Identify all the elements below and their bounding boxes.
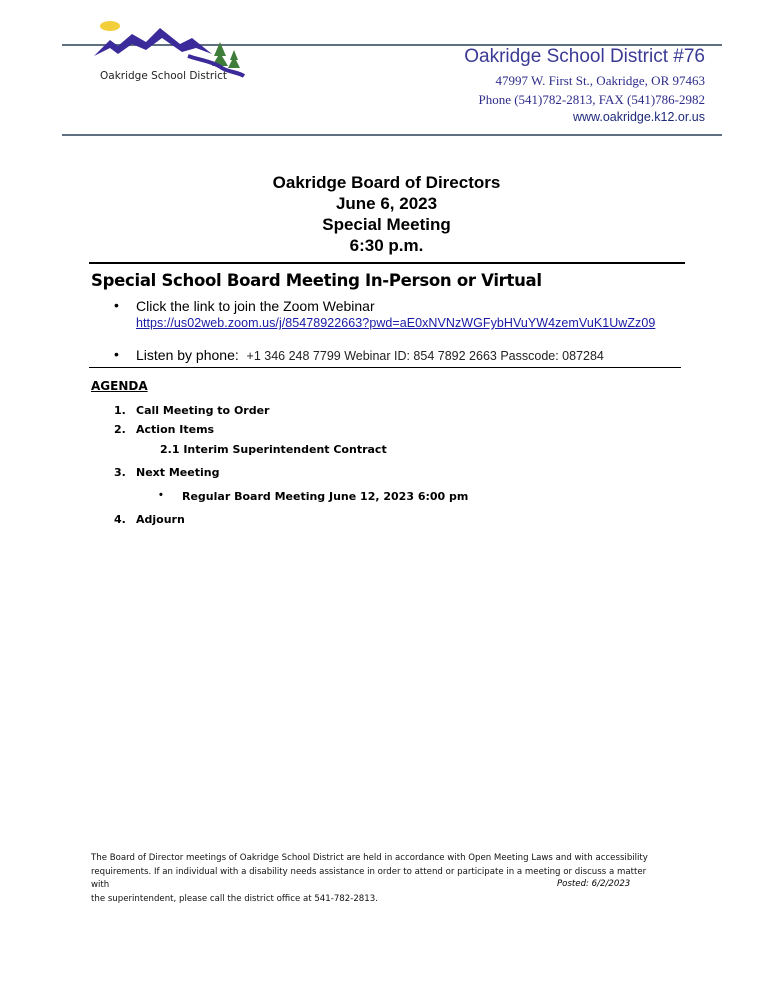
- agenda-item-adjourn: Adjourn: [136, 513, 185, 526]
- agenda-subitem-superintendent-contract: 2.1 Interim Superintendent Contract: [160, 443, 387, 456]
- header-bottom-rule: [62, 134, 722, 136]
- phone-listen-details: +1 346 248 7799 Webinar ID: 854 7892 2663 Passcode: 087284: [246, 349, 604, 363]
- logo-mountain-icon: [94, 28, 212, 56]
- zoom-join-text: Click the link to join the Zoom Webinar: [136, 298, 375, 314]
- agenda-item-number: 3.: [114, 466, 126, 479]
- bullet-icon: •: [114, 297, 119, 313]
- agenda-title: AGENDA: [91, 379, 148, 393]
- footer-line-2: requirements. If an individual with a disability needs assistance in order to attend or participate in a meeting or discuss a matter with: [91, 866, 647, 890]
- zoom-webinar-link[interactable]: https://us02web.zoom.us/j/85478922663?pwd=aE0xNVNzWGFybHVuYW4zemVuK1UwZz09: [136, 316, 656, 330]
- district-address: 47997 W. First St., Oakridge, OR 97463: [495, 73, 705, 88]
- logo-tree-small-icon: [228, 50, 240, 68]
- agenda-item-number: 4.: [114, 513, 126, 526]
- meeting-divider: [89, 367, 681, 368]
- phone-listen-label: Listen by phone:: [136, 347, 239, 363]
- agenda-subitem-regular-meeting: Regular Board Meeting June 12, 2023 6:00 pm: [182, 490, 469, 503]
- agenda-item-next-meeting: Next Meeting: [136, 466, 220, 479]
- district-phone-fax: Phone (541)782-2813, FAX (541)786-2982: [478, 92, 705, 107]
- footer-line-1: The Board of Director meetings of Oakridge School District are held in accordance with Open Meeting Laws and with accessibility: [91, 853, 648, 863]
- logo-sun-icon: [100, 21, 120, 31]
- title-board: Oakridge Board of Directors: [272, 173, 501, 192]
- district-website[interactable]: www.oakridge.k12.or.us: [572, 110, 705, 124]
- meeting-title-block: [0, 172, 773, 256]
- meeting-format-heading: Special School Board Meeting In-Person or Virtual: [91, 271, 542, 290]
- title-divider: [89, 262, 685, 264]
- phone-listen-line: [136, 347, 604, 363]
- agenda-item-number: 1.: [114, 404, 126, 417]
- bullet-icon: •: [159, 489, 163, 501]
- agenda-item-call-to-order: Call Meeting to Order: [136, 404, 270, 417]
- title-date: June 6, 2023: [335, 194, 438, 213]
- logo-caption: Oakridge School District: [100, 70, 228, 82]
- district-name: Oakridge School District #76: [464, 46, 705, 67]
- agenda-item-number: 2.: [114, 423, 126, 436]
- bullet-icon: •: [114, 346, 119, 362]
- title-time: 6:30 p.m.: [349, 236, 424, 255]
- footer-line-3: the superintendent, please call the district office at 541-782-2813.: [91, 893, 378, 904]
- agenda-item-action-items: Action Items: [136, 423, 215, 436]
- posted-date: Posted: 6/2/2023: [557, 879, 631, 889]
- title-meeting-type: Special Meeting: [322, 215, 451, 234]
